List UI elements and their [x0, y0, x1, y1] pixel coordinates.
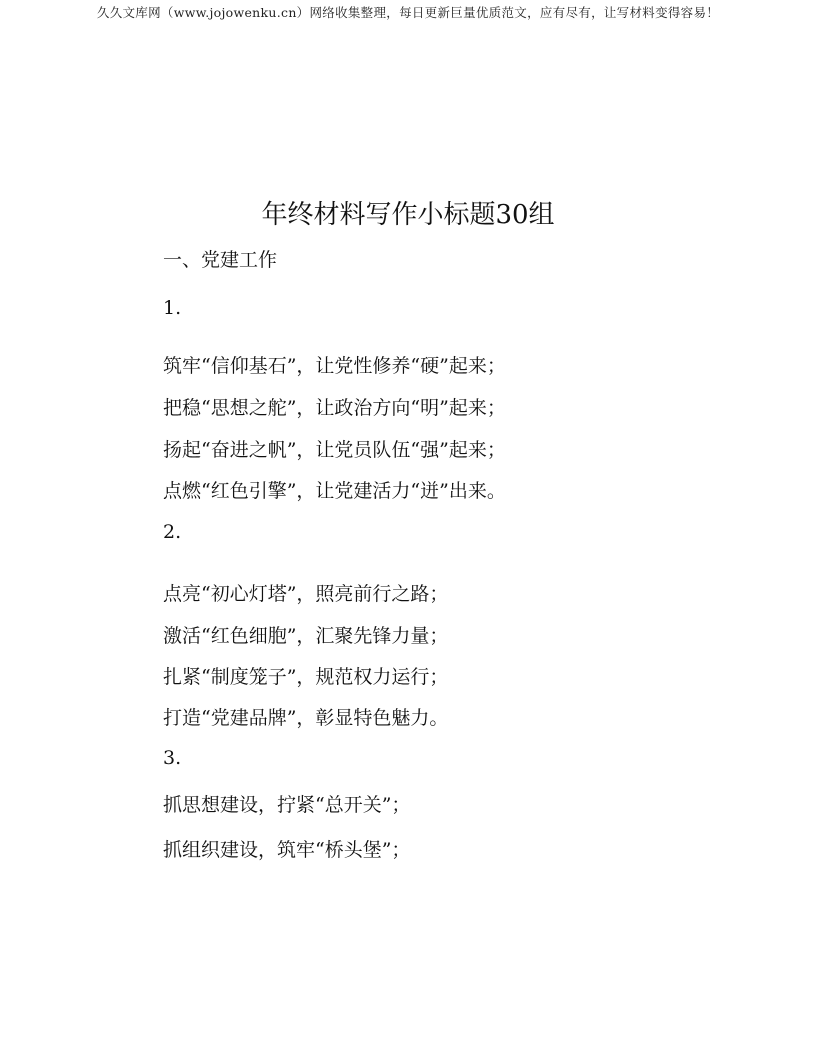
header-banner: 久久文库网（www.jojowenku.cn）网络收集整理，每日更新巨量优质范文，应有尽有，让写材料变得容易！	[96, 5, 720, 20]
subtitle-line: 激活“红色细胞”，汇聚先锋力量；	[163, 625, 449, 647]
subtitle-line: 筑牢“信仰基石”，让党性修养“硬”起来；	[163, 355, 506, 377]
subtitle-line: 扬起“奋进之帆”，让党员队伍“强”起来；	[163, 439, 506, 461]
subtitle-line: 抓思想建设，拧紧“总开关”；	[163, 794, 411, 816]
section-heading: 一、党建工作	[163, 249, 278, 271]
group-number: 1.	[163, 297, 182, 319]
group-number: 3.	[163, 747, 182, 769]
subtitle-line: 扎紧“制度笼子”，规范权力运行；	[163, 666, 449, 688]
subtitle-line: 把稳“思想之舵”，让政治方向“明”起来；	[163, 397, 506, 419]
subtitle-line: 点燃“红色引擎”，让党建活力“迸”出来。	[163, 480, 506, 502]
document-title: 年终材料写作小标题30组	[261, 200, 555, 230]
subtitle-line: 抓组织建设，筑牢“桥头堡”；	[163, 839, 411, 861]
subtitle-line: 点亮“初心灯塔”，照亮前行之路；	[163, 583, 449, 605]
group-number: 2.	[163, 521, 182, 543]
subtitle-line: 打造“党建品牌”，彰显特色魅力。	[163, 707, 449, 729]
